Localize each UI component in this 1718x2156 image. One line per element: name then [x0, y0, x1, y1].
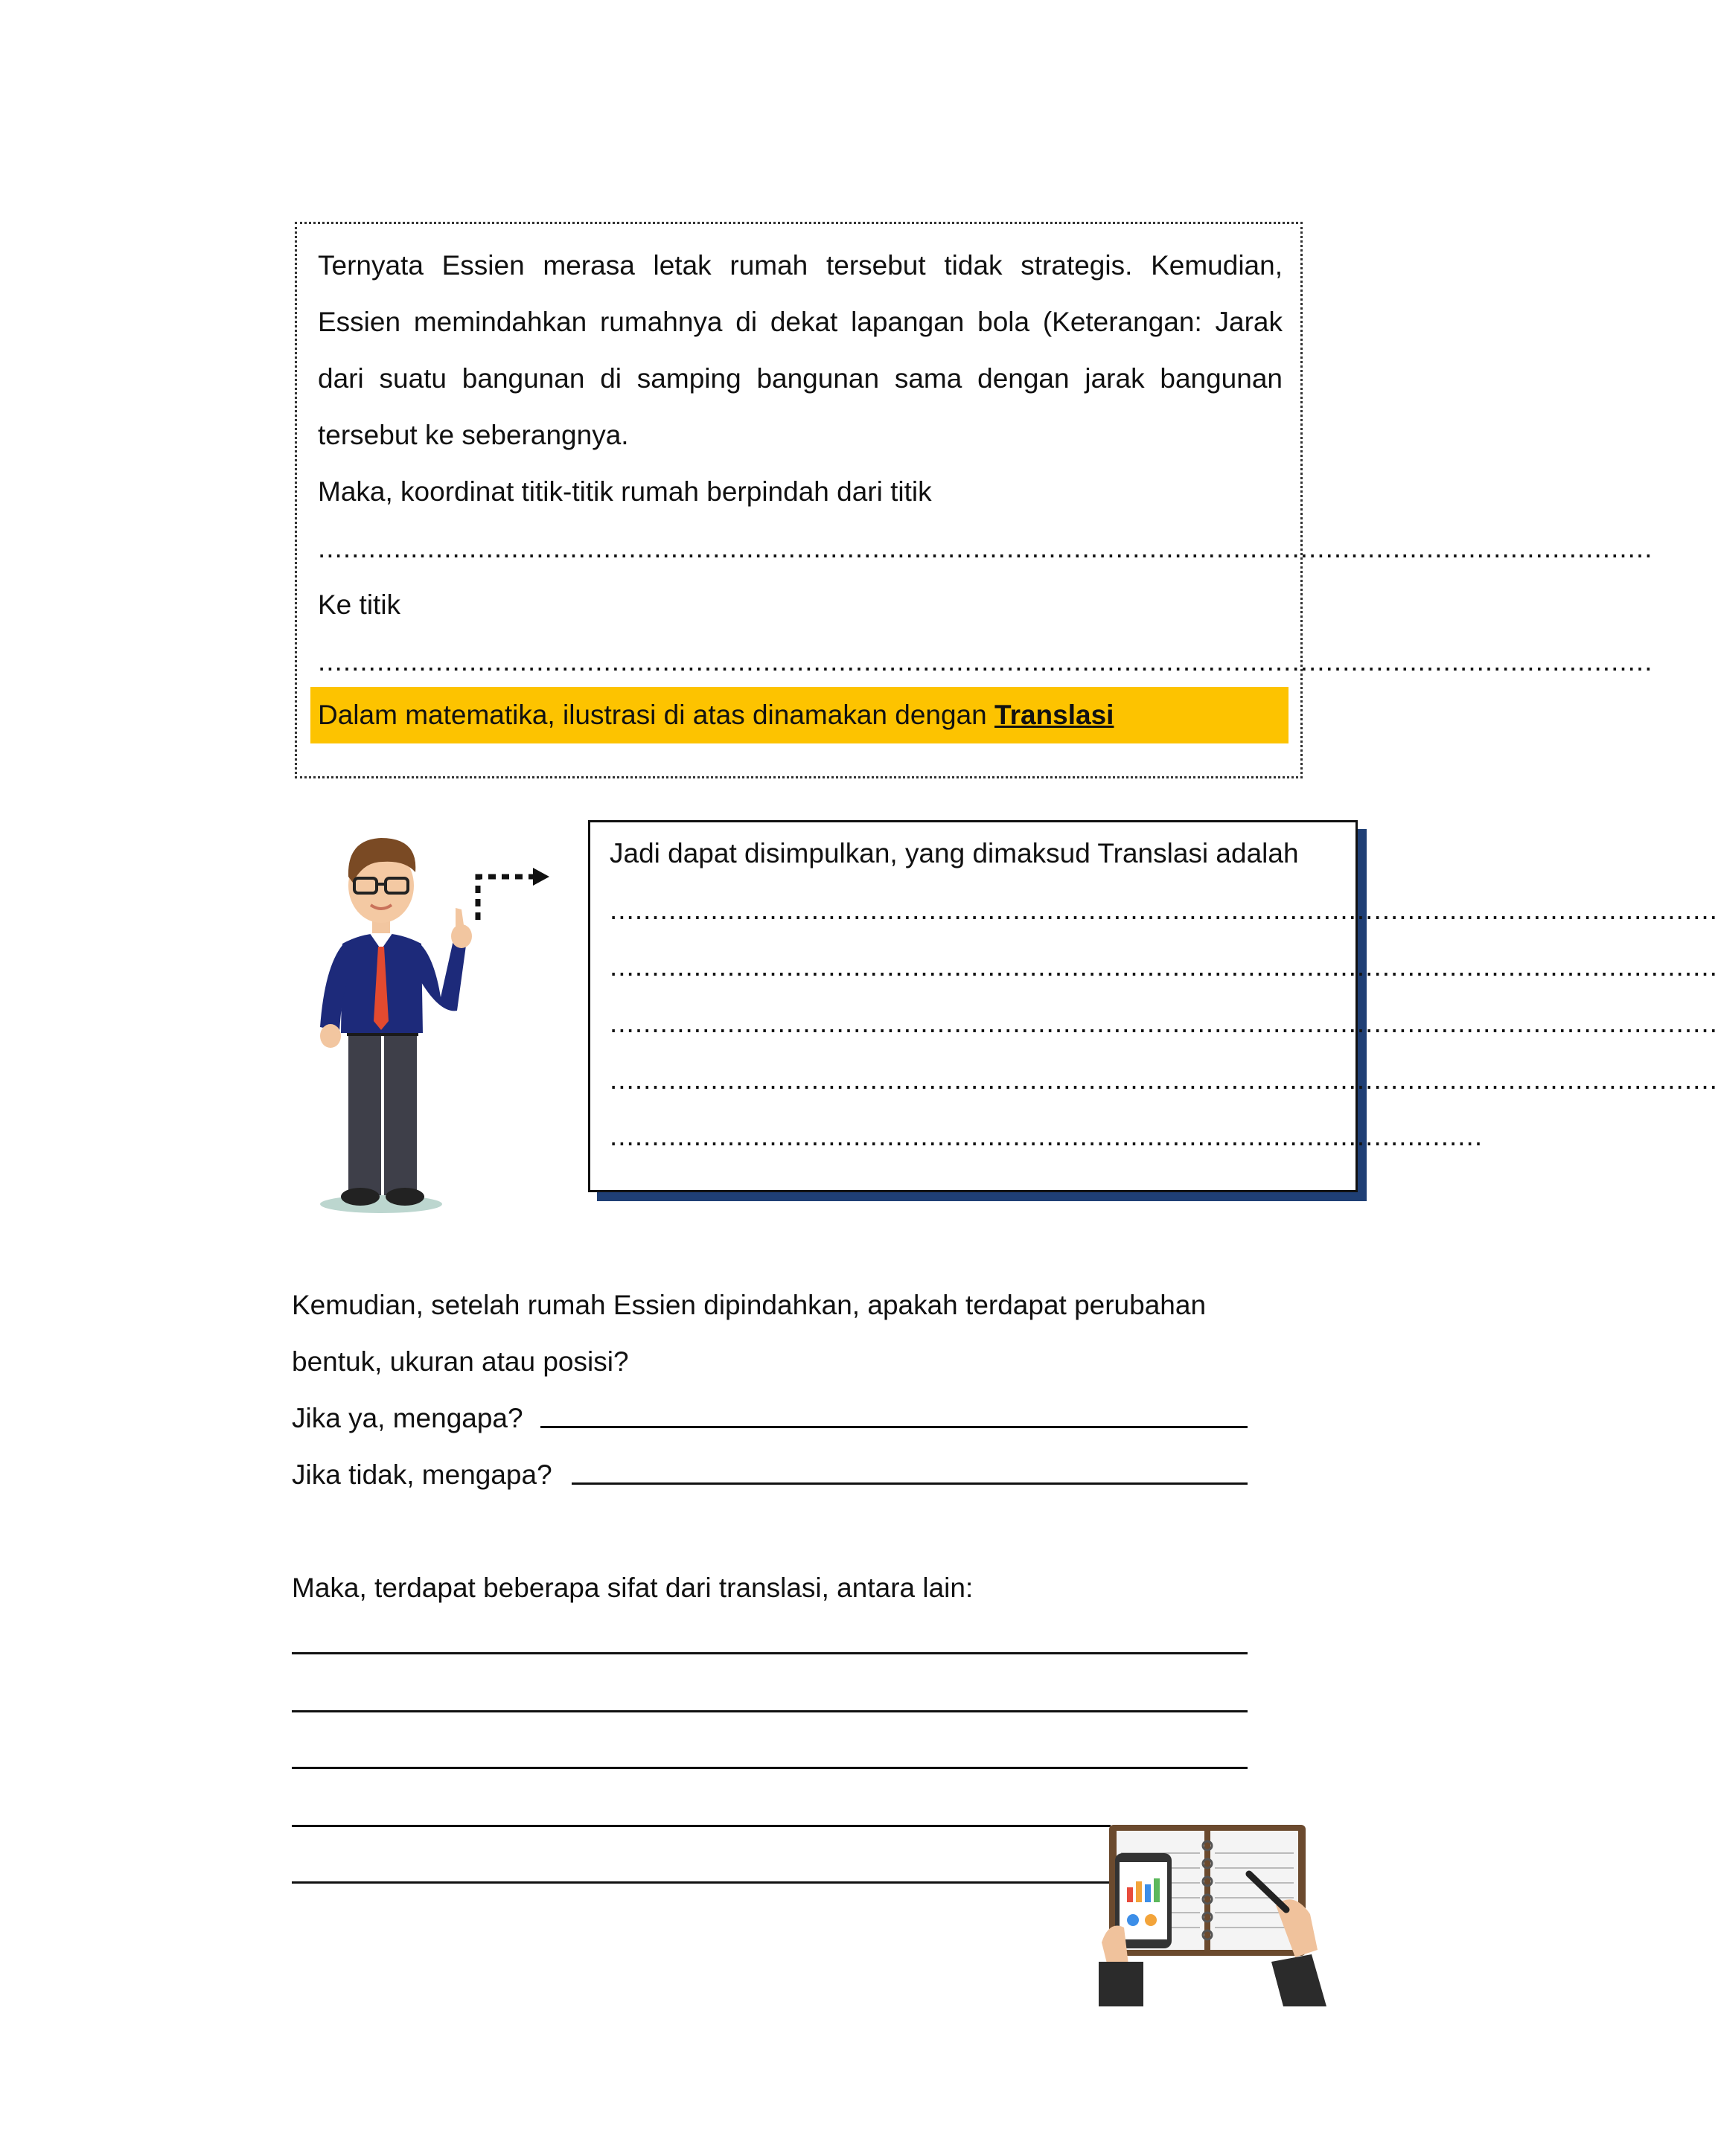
conclusion-answer-line-5[interactable]: ........................................................................................................	[610, 1121, 1484, 1151]
conclusion-answer-line-3[interactable]: ....................................................................................................................................	[610, 1008, 1718, 1038]
from-coordinates-label: Maka, koordinat titik-titik rumah berpindah dari titik	[318, 476, 932, 507]
teacher-illustration	[310, 819, 593, 1221]
from-coordinates-answer[interactable]: ...............................................................................................................................................................	[318, 533, 1653, 563]
if-yes-answer-line[interactable]	[540, 1426, 1248, 1428]
story-line-1: Ternyata Essien merasa letak rumah tersebut tidak strategis. Kemudian,	[318, 250, 1283, 281]
conclusion-answer-line-2[interactable]: ....................................................................................................................................	[610, 951, 1718, 982]
story-box	[295, 222, 1653, 778]
conclusion-answer-line-4[interactable]: ....................................................................................................................................	[610, 1064, 1718, 1095]
property-answer-line-1[interactable]	[292, 1652, 1248, 1654]
if-no-answer-line[interactable]	[572, 1482, 1248, 1485]
conclusion-box	[588, 820, 1718, 1192]
highlight-text: Dalam matematika, ilustrasi di atas dinamakan dengan Translasi	[318, 700, 1114, 730]
property-answer-line-4[interactable]	[292, 1825, 1111, 1827]
translation-highlight	[310, 687, 1288, 743]
question-line-2: bentuk, ukuran atau posisi?	[292, 1346, 629, 1377]
conclusion-title: Jadi dapat disimpulkan, yang dimaksud Translasi adalah	[610, 838, 1299, 869]
notebook-phone-illustration	[1094, 1816, 1332, 2009]
property-answer-line-2[interactable]	[292, 1710, 1248, 1712]
if-no-label: Jika tidak, mengapa?	[292, 1459, 552, 1490]
property-answer-line-3[interactable]	[292, 1767, 1248, 1769]
translasi-term: Translasi	[994, 700, 1114, 730]
story-line-2: Essien memindahkan rumahnya di dekat lapangan bola (Keterangan: Jarak	[318, 307, 1283, 337]
property-answer-line-5[interactable]	[292, 1881, 1111, 1884]
if-yes-label: Jika ya, mengapa?	[292, 1403, 523, 1433]
question-line-1: Kemudian, setelah rumah Essien dipindahkan, apakah terdapat perubahan	[292, 1290, 1207, 1320]
properties-label: Maka, terdapat beberapa sifat dari translasi, antara lain:	[292, 1573, 974, 1603]
conclusion-answer-line-1[interactable]: ....................................................................................................................................	[610, 895, 1718, 925]
to-coordinates-answer[interactable]: ...............................................................................................................................................................	[318, 646, 1653, 676]
story-line-3: dari suatu bangunan di samping bangunan sama dengan jarak bangunan	[318, 363, 1283, 394]
to-coordinates-label: Ke titik	[318, 589, 401, 620]
story-line-4: tersebut ke seberangnya.	[318, 420, 629, 450]
